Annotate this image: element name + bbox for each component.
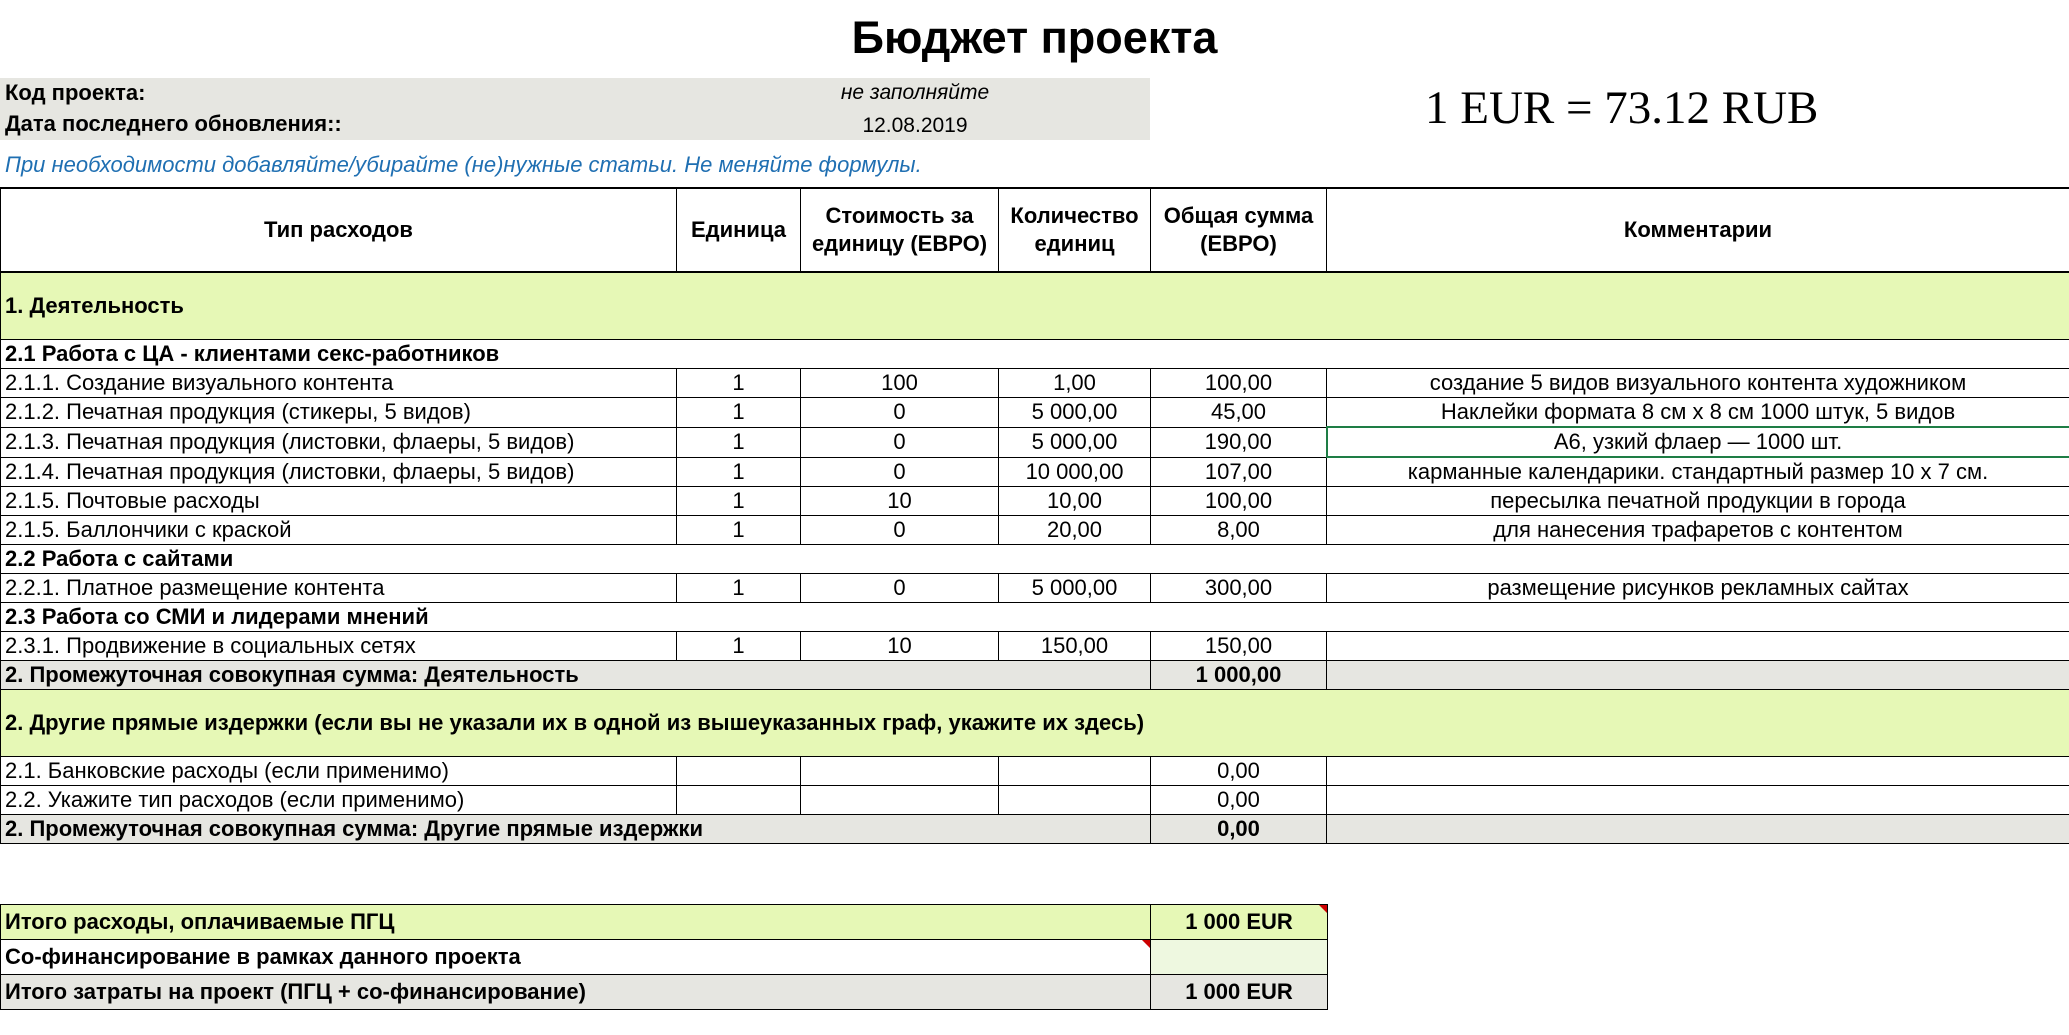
group-title: 2.3 Работа со СМИ и лидерами мнений <box>1 603 2069 632</box>
project-code-value[interactable]: не заполняйте <box>840 81 990 104</box>
table-header-row <box>1 188 2069 272</box>
project-code-label: Код проекта: <box>5 80 146 105</box>
cell-total[interactable]: 107,00 <box>1151 457 1327 487</box>
subtotal-comment[interactable] <box>1327 815 2069 844</box>
total-all-value[interactable]: 1 000 EUR <box>1151 975 1328 1010</box>
group-title: 2.1 Работа с ЦА - клиентами секс-работников <box>1 340 2069 369</box>
cell-total[interactable]: 100,00 <box>1151 369 1327 398</box>
update-date-value[interactable]: 12.08.2019 <box>862 114 968 137</box>
col-header-qty: Количество единиц <box>999 188 1151 272</box>
cell-total[interactable]: 45,00 <box>1151 398 1327 428</box>
cell-total[interactable]: 100,00 <box>1151 487 1327 516</box>
table-row <box>1 487 2069 516</box>
total-pgc-label: Итого расходы, оплачиваемые ПГЦ <box>1 905 1151 940</box>
cell-unit[interactable] <box>677 757 801 786</box>
table-row <box>1 574 2069 603</box>
table-row <box>1 757 2069 786</box>
cell-unit[interactable]: 1 <box>677 516 801 545</box>
table-row <box>1 516 2069 545</box>
col-header-type: Тип расходов <box>1 188 677 272</box>
cofinancing-row <box>1 940 1328 975</box>
col-header-unit: Единица <box>677 188 801 272</box>
cell-total[interactable]: 0,00 <box>1151 757 1327 786</box>
cell-total[interactable]: 300,00 <box>1151 574 1327 603</box>
cofinancing-value[interactable] <box>1151 940 1328 975</box>
cell-unit[interactable]: 1 <box>677 487 801 516</box>
col-header-cost: Стоимость за единицу (ЕВРО) <box>801 188 999 272</box>
cell-type[interactable]: 2.2.1. Платное размещение контента <box>1 574 677 603</box>
total-all-label: Итого затраты на проект (ПГЦ + со-финансирование) <box>1 975 1151 1010</box>
cell-comment[interactable] <box>1327 632 2069 661</box>
cell-comment[interactable]: создание 5 видов визуального контента художником <box>1327 369 2069 398</box>
cell-unit[interactable]: 1 <box>677 457 801 487</box>
cell-cost[interactable]: 10 <box>801 487 999 516</box>
cell-cost[interactable]: 0 <box>801 516 999 545</box>
cell-qty[interactable]: 5 000,00 <box>999 574 1151 603</box>
col-header-comment: Комментарии <box>1327 188 2069 272</box>
cell-type[interactable]: 2.1.3. Печатная продукция (листовки, флаеры, 5 видов) <box>1 427 677 457</box>
group-row <box>1 340 2069 369</box>
group-row <box>1 603 2069 632</box>
cell-unit[interactable]: 1 <box>677 574 801 603</box>
cell-qty[interactable] <box>999 757 1151 786</box>
totals-table <box>0 904 1328 1010</box>
cell-qty[interactable]: 5 000,00 <box>999 427 1151 457</box>
cell-qty[interactable]: 1,00 <box>999 369 1151 398</box>
cell-type[interactable]: 2.3.1. Продвижение в социальных сетях <box>1 632 677 661</box>
cell-qty[interactable]: 10,00 <box>999 487 1151 516</box>
subtotal-value[interactable]: 0,00 <box>1151 815 1327 844</box>
cell-cost[interactable]: 0 <box>801 427 999 457</box>
cell-cost[interactable]: 0 <box>801 574 999 603</box>
subtotal-row <box>1 815 2069 844</box>
cell-unit[interactable] <box>677 786 801 815</box>
cell-qty[interactable] <box>999 786 1151 815</box>
cell-comment-selected[interactable]: А6, узкий флаер — 1000 шт. <box>1327 427 2069 457</box>
cell-comment[interactable] <box>1327 786 2069 815</box>
exchange-rate: 1 EUR = 73.12 RUB <box>1425 82 1819 134</box>
table-row <box>1 786 2069 815</box>
page-title: Бюджет проекта <box>851 12 1218 63</box>
cell-unit[interactable]: 1 <box>677 369 801 398</box>
cell-unit[interactable]: 1 <box>677 632 801 661</box>
cell-qty[interactable]: 5 000,00 <box>999 398 1151 428</box>
cell-cost[interactable]: 100 <box>801 369 999 398</box>
update-date-label: Дата последнего обновления:: <box>5 111 342 136</box>
cell-cost[interactable] <box>801 757 999 786</box>
cell-comment[interactable]: Наклейки формата 8 см х 8 см 1000 штук, 5 видов <box>1327 398 2069 428</box>
cell-cost[interactable] <box>801 786 999 815</box>
cell-type[interactable]: 2.1.2. Печатная продукция (стикеры, 5 видов) <box>1 398 677 428</box>
table-row <box>1 457 2069 487</box>
cell-type[interactable]: 2.1.1. Создание визуального контента <box>1 369 677 398</box>
total-pgc-row <box>1 905 1328 940</box>
cell-comment[interactable] <box>1327 757 2069 786</box>
section-row <box>1 690 2069 757</box>
subtotal-label: 2. Промежуточная совокупная сумма: Другие прямые издержки <box>1 815 1151 844</box>
cell-total[interactable]: 0,00 <box>1151 786 1327 815</box>
cell-total[interactable]: 150,00 <box>1151 632 1327 661</box>
cell-comment[interactable]: размещение рисунков рекламных сайтах <box>1327 574 2069 603</box>
subtotal-value[interactable]: 1 000,00 <box>1151 661 1327 690</box>
total-pgc-value[interactable]: 1 000 EUR <box>1151 905 1328 940</box>
group-title: 2.2 Работа с сайтами <box>1 545 2069 574</box>
cell-unit[interactable]: 1 <box>677 427 801 457</box>
table-row <box>1 632 2069 661</box>
section-row <box>1 272 2069 340</box>
cell-unit[interactable]: 1 <box>677 398 801 428</box>
cell-cost[interactable]: 0 <box>801 457 999 487</box>
table-row <box>1 427 2069 457</box>
subtotal-label: 2. Промежуточная совокупная сумма: Деятельность <box>1 661 1151 690</box>
col-header-total: Общая сумма (ЕВРО) <box>1151 188 1327 272</box>
table-row <box>1 398 2069 428</box>
cell-total[interactable]: 8,00 <box>1151 516 1327 545</box>
cell-type[interactable]: 2.1.4. Печатная продукция (листовки, флаеры, 5 видов) <box>1 457 677 487</box>
cell-cost[interactable]: 10 <box>801 632 999 661</box>
subtotal-comment[interactable] <box>1327 661 2069 690</box>
total-all-row <box>1 975 1328 1010</box>
cell-type[interactable]: 2.1.5. Баллончики с краской <box>1 516 677 545</box>
table-row <box>1 369 2069 398</box>
section-title: 1. Деятельность <box>1 272 2069 340</box>
cofinancing-label: Со-финансирование в рамках данного проекта <box>1 940 1151 975</box>
cell-type[interactable]: 2.1. Банковские расходы (если применимо) <box>1 757 677 786</box>
cell-comment[interactable]: пересылка печатной продукции в города <box>1327 487 2069 516</box>
cell-comment[interactable]: для нанесения трафаретов с контентом <box>1327 516 2069 545</box>
budget-table <box>0 187 2069 844</box>
cell-comment[interactable]: карманные календарики. стандартный размер 10 х 7 см. <box>1327 457 2069 487</box>
cell-qty[interactable]: 20,00 <box>999 516 1151 545</box>
cell-qty[interactable]: 10 000,00 <box>999 457 1151 487</box>
cell-total[interactable]: 190,00 <box>1151 427 1327 457</box>
cell-cost[interactable]: 0 <box>801 398 999 428</box>
instruction-note: При необходимости добавляйте/убирайте (не)нужные статьи. Не меняйте формулы. <box>5 152 922 177</box>
cell-qty[interactable]: 150,00 <box>999 632 1151 661</box>
subtotal-row <box>1 661 2069 690</box>
cell-type[interactable]: 2.2. Укажите тип расходов (если применимо) <box>1 786 677 815</box>
section-title: 2. Другие прямые издержки (если вы не указали их в одной из вышеуказанных граф, укажите их здесь) <box>1 690 2069 757</box>
group-row <box>1 545 2069 574</box>
cell-type[interactable]: 2.1.5. Почтовые расходы <box>1 487 677 516</box>
